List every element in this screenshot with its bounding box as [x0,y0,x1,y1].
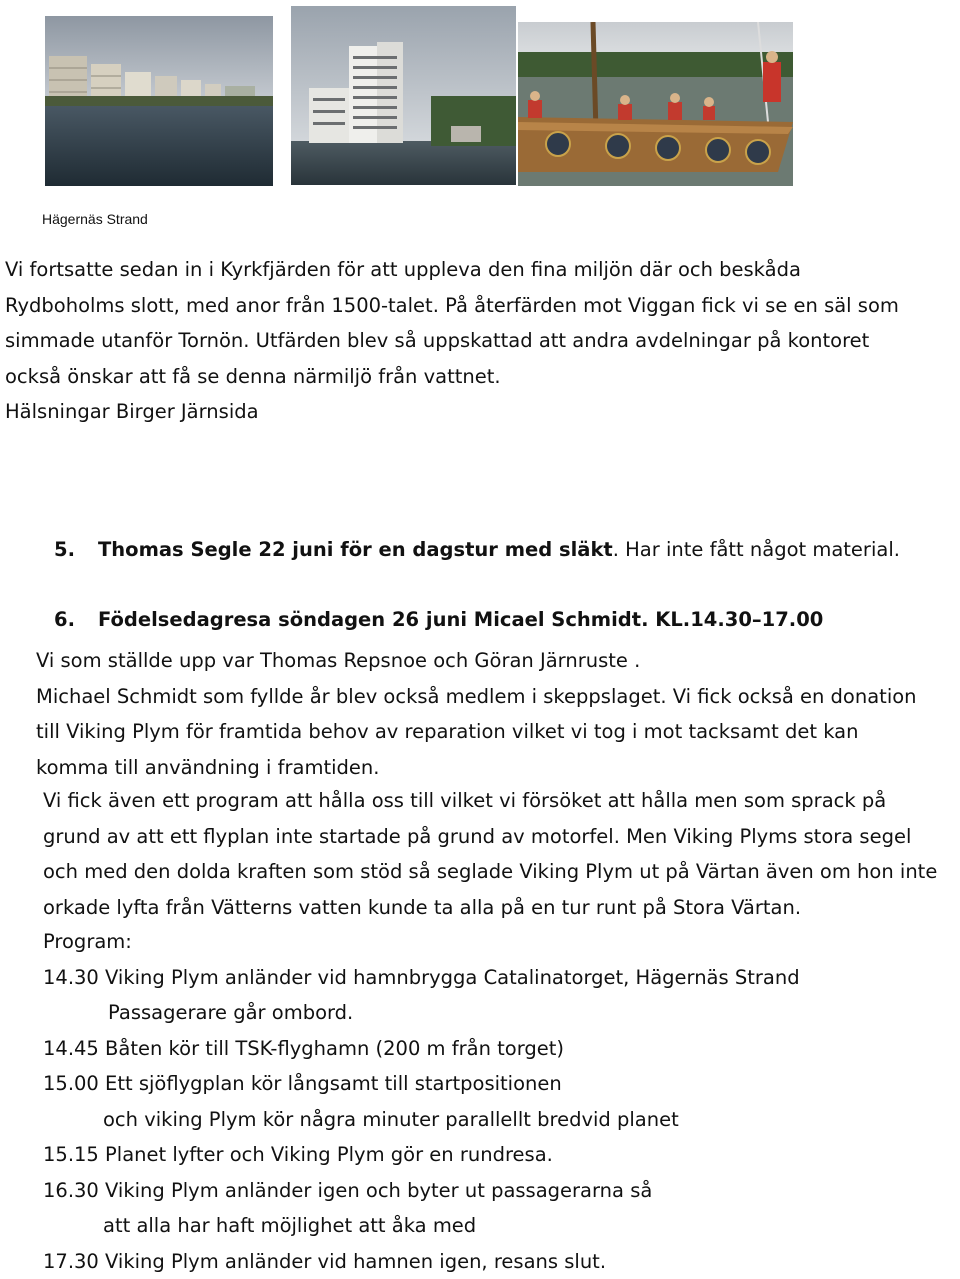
schedule-subline: och viking Plym kör några minuter parallellt bredvid planet [43,1102,800,1138]
text-line: Vi fortsatte sedan in i Kyrkfjärden för att uppleva den fina miljön där och beskåda [5,252,899,288]
schedule-line: 14.30 Viking Plym anländer vid hamnbrygga Catalinatorget, Hägernäs Strand [43,960,800,996]
text-line: komma till användning i framtiden. [36,750,917,786]
item6-paragraph-a [36,643,917,785]
schedule-subline: Passagerare går ombord. [43,995,800,1031]
text-line: Rydboholms slott, med anor från 1500-talet. På återfärden mot Viggan fick vi se en säl som [5,288,899,324]
list-number: 6. [54,608,98,631]
schedule-line: 16.30 Viking Plym anländer igen och byter ut passagerarna så [43,1173,800,1209]
item6-paragraph-b [43,783,937,925]
schedule-line: 15.15 Planet lyfter och Viking Plym gör en rundresa. [43,1137,800,1173]
high-rise-tower-waterfront-photo [291,6,516,185]
schedule-line: 15.00 Ett sjöflygplan kör långsamt till startpositionen [43,1066,800,1102]
program-schedule [43,924,800,1279]
viking-ship-passengers-photo [518,22,793,186]
list-item-6 [54,608,823,631]
text-line: också önskar att få se denna närmiljö från vattnet. [5,359,899,395]
schedule-line: 14.45 Båten kör till TSK-flyghamn (200 m från torget) [43,1031,800,1067]
text-line: Vi fick även ett program att hålla oss till vilket vi försöket att hålla men som sprack på [43,783,937,819]
list-item-5 [54,538,900,561]
photo-caption: Hägernäs Strand [42,211,148,227]
schedule-subline: att alla har haft möjlighet att åka med [43,1208,800,1244]
text-line: Michael Schmidt som fyllde år blev också medlem i skeppslaget. Vi fick också en donation [36,679,917,715]
signature-line: Hälsningar Birger Järnsida [5,394,899,430]
schedule-line: 17.30 Viking Plym anländer vid hamnen igen, resans slut. [43,1244,800,1279]
program-label: Program: [43,924,800,960]
text-line: och med den dolda kraften som stöd så seglade Viking Plym ut på Värtan även om hon inte [43,854,937,890]
text-line: simmade utanför Tornön. Utfärden blev så uppskattad att andra avdelningar på kontoret [5,323,899,359]
apartment-buildings-waterfront-photo [45,16,273,186]
item-title: Födelsedagresa söndagen 26 juni Micael Schmidt. KL.14.30–17.00 [98,608,823,631]
list-number: 5. [54,538,98,561]
text-line: Vi som ställde upp var Thomas Repsnoe och Göran Järnruste . [36,643,917,679]
item-title: Thomas Segle 22 juni för en dagstur med släkt [98,538,613,561]
text-line: till Viking Plym för framtida behov av reparation vilket vi tog i mot tacksamt det kan [36,714,917,750]
item-note: . Har inte fått något material. [613,538,900,561]
intro-paragraph [5,252,899,430]
text-line: grund av att ett flyplan inte startade på grund av motorfel. Men Viking Plyms stora segel [43,819,937,855]
text-line: orkade lyfta från Vätterns vatten kunde ta alla på en tur runt på Stora Värtan. [43,890,937,926]
